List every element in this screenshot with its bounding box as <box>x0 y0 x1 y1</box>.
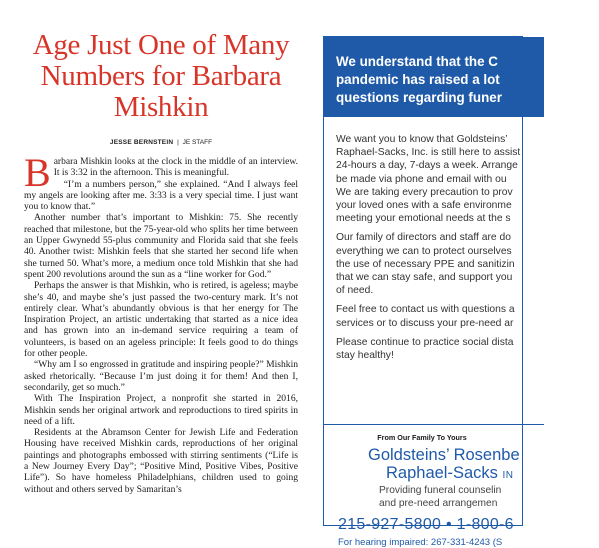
ad-phone: 215-927-5800 • 1-800-6 <box>338 516 514 533</box>
article <box>24 30 298 495</box>
ad-company-inc: IN <box>502 470 514 481</box>
byline-role: JE STAFF <box>182 139 213 146</box>
article-paragraph: “I’m a numbers person,” she explained. “And I always feel my angels are looking after me. 3:33 is a very special time. I just want you to know that.” <box>24 178 298 213</box>
ad-services: Providing funeral counselin and pre-need arrangemen <box>379 485 502 509</box>
article-paragraph: With The Inspiration Project, a nonprofit she started in 2016, Mishkin sends her original artwork and reproductions to tired spirits in need of a lift. <box>24 393 298 427</box>
ad-hearing-impaired: For hearing impaired: 267-331-4243 (S <box>338 537 503 548</box>
ad-paragraph: We want you to know that Goldsteins’ Raphael-Sacks, Inc. is still here to assist 24-hours a day, 7-days a week. Arrange be made via phone and email with ou We are taking every precaution to prov your loved ones with a safe environme meeting your emotional needs at the s <box>336 134 521 225</box>
ad-divider <box>324 424 544 425</box>
ad-company-line1: Goldsteins’ Rosenbe <box>368 446 520 464</box>
ad-paragraph: Feel free to contact us with questions a services or to discuss your pre-need ar <box>336 304 515 329</box>
ad-paragraph: Please continue to practice social dista stay healthy! <box>336 336 514 362</box>
byline-author: JESSE BERNSTEIN <box>109 139 174 146</box>
ad-company-line2: Raphael-Sacks IN <box>386 464 514 482</box>
drop-cap: B <box>24 150 51 195</box>
headline: Age Just One of Many Numbers for Barbara Mishkin <box>32 29 290 123</box>
article-paragraph: Barbara Mishkin looks at the clock in the middle of an interview. It is 3:32 in the afternoon. This is meaningful. <box>24 150 298 195</box>
article-paragraph: Perhaps the answer is that Mishkin, who is retired, is ageless; maybe she’s 40, and maybe she’s just passed the two-century mark. It’s not entirely clear. What’s abundantly obvious is that her energy for The Inspiration Project, an artistic undertaking that started as a nice idea and has grown into an in-demand service requiring a team of volunteers, is based on an ageless principle: It feels good to do things for other people. <box>24 280 298 360</box>
article-body <box>24 150 298 495</box>
ad-body <box>336 133 566 368</box>
ad-company-name <box>368 446 588 485</box>
article-paragraph: “Why am I so engrossed in gratitude and inspiring people?” Mishkin asked rhetorically. “Because I’m just doing it for them! And then I, secondarily, get so much.” <box>24 359 298 393</box>
funeral-home-ad <box>323 36 523 548</box>
ad-heading: We understand that the C pandemic has raised a lot questions regarding funer <box>336 54 502 105</box>
ad-paragraph: Our family of directors and staff are do everything we can to protect ourselves the use of necessary PPE and sanitizin that we can stay safe, and support you of need. <box>336 232 515 297</box>
byline <box>24 139 298 146</box>
article-paragraph: Residents at the Abramson Center for Jewish Life and Federation Housing have received Mishkin cards, reproductions of her original paintings and photographs embossed with stirring sentiments (“Life is a New Journey Every Day”; “Positive Mind, Positive Vibes, Positive Life”). So have homeless Philadelphians, children used to going without and others served by Samaritan’s <box>24 427 298 495</box>
ad-tagline: From Our Family To Yours <box>377 433 467 442</box>
byline-separator: | <box>177 139 179 146</box>
article-paragraph: Another number that’s important to Mishkin: 75. She recently reached that milestone, but the 75-year-old who splits her time between an Upper Gwynedd 55-plus community and Florida said that she feels 40. Another twist: Mishkin feels that she started her second life when she turned 50. What’s more, a medium once told Mishkin that she had spent 200 revolutions around the sun as a “line worker for God.” <box>24 212 298 280</box>
